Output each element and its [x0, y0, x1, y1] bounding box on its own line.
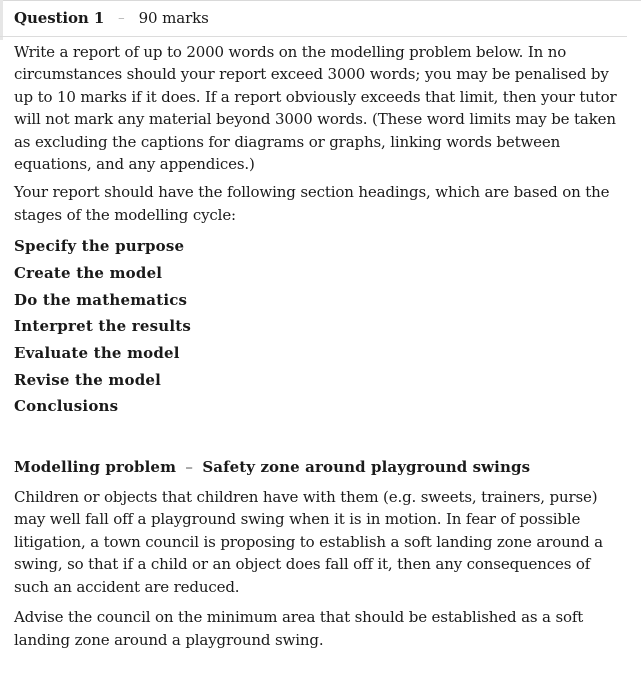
left-accent — [0, 0, 3, 40]
section-heading: Specify the purpose — [14, 237, 185, 256]
section-heading: Create the model — [14, 263, 163, 282]
section-heading: Do the mathematics — [14, 290, 188, 309]
section-heading: Interpret the results — [14, 317, 192, 336]
section-heading: Conclusions — [14, 397, 119, 416]
section-heading-list — [14, 233, 626, 420]
problem-advice: Advise the council on the minimum area that should be established as a soft landing zone around a playground swing. — [14, 608, 584, 649]
intro-paragraph: Write a report of up to 2000 words on the modelling problem below. In no circumstances should your report exceed 3000 words; you may be penalised by up to 10 marks if it does. If a report obviously exceeds that limit, then your tutor will not mark any material beyond 3000 words. (These word limits may be taken as excluding the captions for diagrams or graphs, linking words between equations, and any appendices.) — [14, 43, 617, 174]
sections-lead-paragraph: Your report should have the following section headings, which are based on the stages of the modelling cycle: — [14, 183, 610, 224]
problem-heading — [14, 456, 626, 478]
document-body — [14, 0, 626, 651]
header-divider — [0, 36, 627, 37]
problem-title: Safety zone around playground swings — [202, 458, 531, 477]
problem-separator: – — [185, 458, 193, 477]
question-title: Question 1 — [14, 9, 105, 27]
section-heading: Revise the model — [14, 370, 162, 389]
question-marks: 90 marks — [138, 9, 209, 27]
header-separator: – — [118, 10, 125, 26]
section-heading: Evaluate the model — [14, 344, 180, 362]
question-header — [14, 0, 626, 36]
problem-description: Children or objects that children have with them (e.g. sweets, trainers, purse) may well fall off a playground swing when it is in motion. In fear of possible litigation, a town council is proposing to establish a soft landing zone around a swing, so that if a child or an object does fall off it, then any consequences of such an accident are reduced. — [14, 488, 603, 596]
problem-label: Modelling problem — [14, 458, 177, 477]
